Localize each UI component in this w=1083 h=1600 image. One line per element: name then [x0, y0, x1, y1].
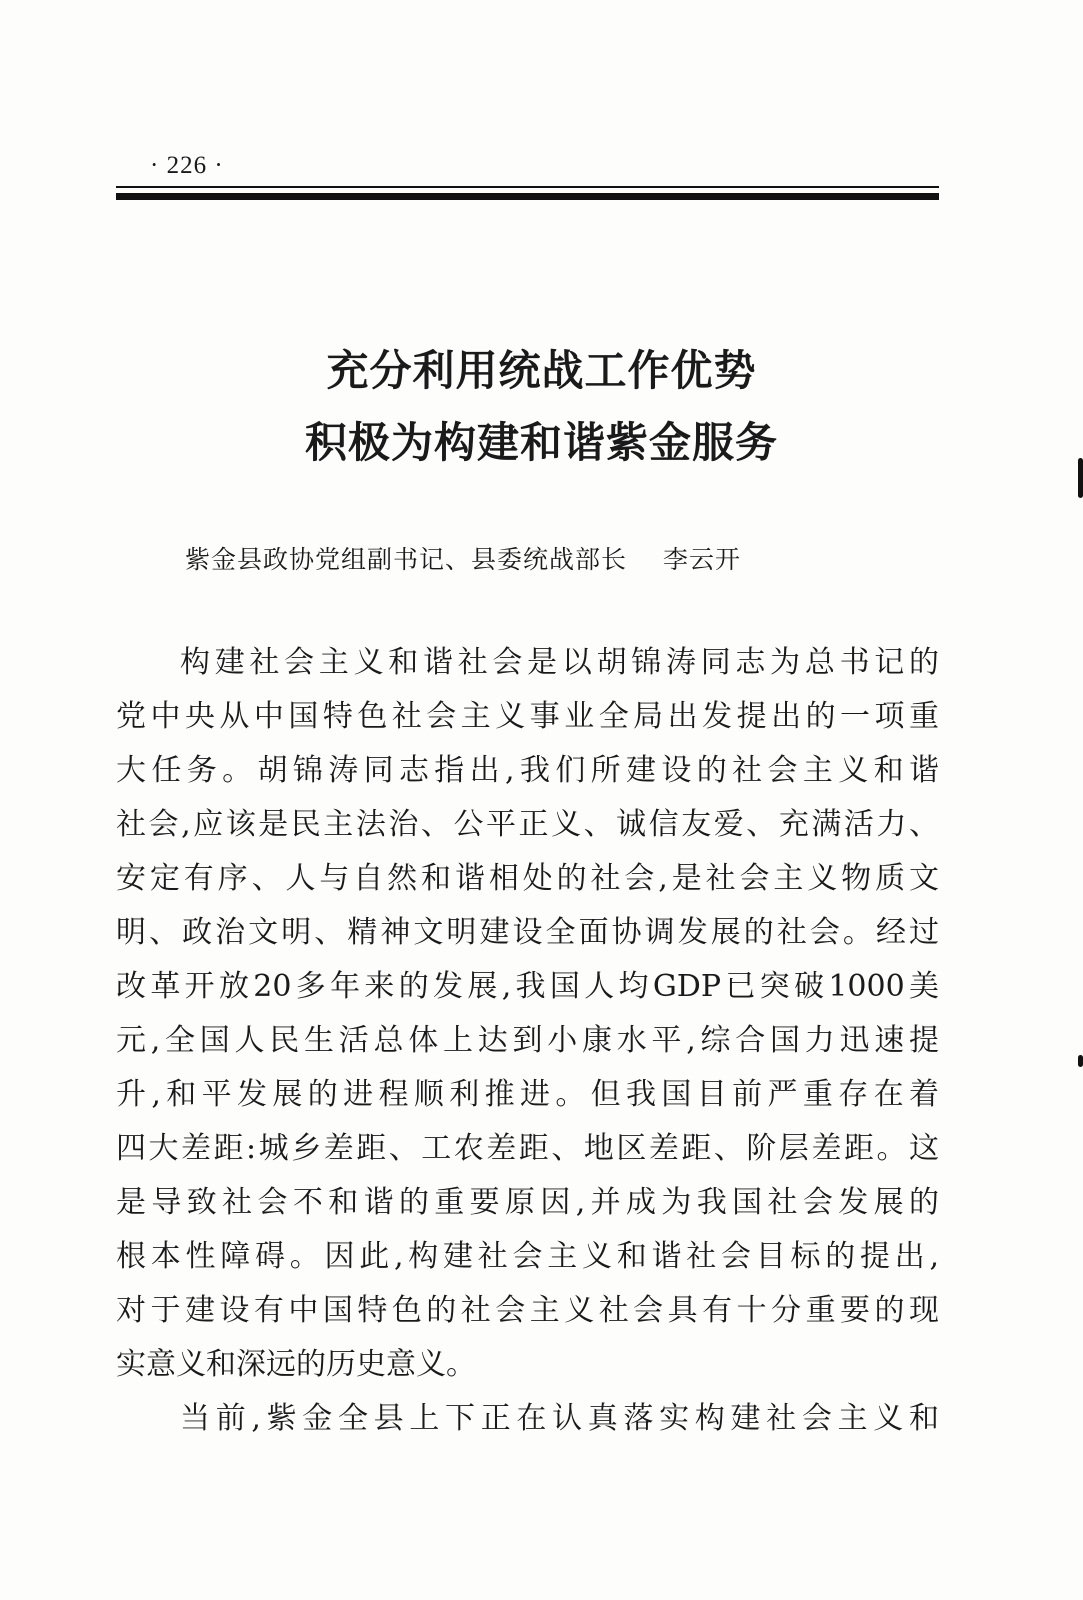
page-number: · 226 ·	[150, 152, 224, 179]
byline	[185, 540, 741, 576]
header-rule-thick	[116, 193, 939, 200]
author-name: 李云开	[663, 545, 742, 574]
article-title-line-2: 积极为构建和谐紫金服务	[304, 418, 778, 467]
body-line: 实意义和深远的历史意义。	[116, 1347, 476, 1382]
author-position: 紫金县政协党组副书记、县委统战部长	[185, 545, 628, 574]
body-line: 根本性障碍。因此,构建社会主义和谐社会目标的提出,	[116, 1239, 939, 1274]
body-line: 对于建设有中国特色的社会主义社会具有十分重要的现	[116, 1293, 939, 1328]
article-body	[116, 636, 939, 1446]
body-line: 社会,应该是民主法治、公平正义、诚信友爱、充满活力、	[116, 807, 939, 842]
body-line: 元,全国人民生活总体上达到小康水平,综合国力迅速提	[116, 1023, 939, 1058]
body-line: 党中央从中国特色社会主义事业全局出发提出的一项重	[116, 699, 939, 734]
body-line: 四大差距:城乡差距、工农差距、地区差距、阶层差距。这	[116, 1131, 939, 1166]
article-title-line-1: 充分利用统战工作优势	[326, 346, 757, 395]
body-line: 改革开放20多年来的发展,我国人均GDP已突破1000美	[116, 969, 939, 1004]
body-line: 构建社会主义和谐社会是以胡锦涛同志为总书记的	[180, 645, 939, 680]
header-rule-thin	[116, 186, 939, 188]
scan-margin-mark	[1078, 1055, 1083, 1067]
scan-margin-mark	[1078, 458, 1083, 498]
body-line: 是导致社会不和谐的重要原因,并成为我国社会发展的	[116, 1185, 939, 1220]
body-line: 大任务。胡锦涛同志指出,我们所建设的社会主义和谐	[116, 753, 939, 788]
body-line: 明、政治文明、精神文明建设全面协调发展的社会。经过	[116, 915, 939, 950]
body-line: 当前,紫金全县上下正在认真落实构建社会主义和	[180, 1401, 939, 1436]
body-line: 安定有序、人与自然和谐相处的社会,是社会主义物质文	[116, 861, 939, 896]
body-line: 升,和平发展的进程顺利推进。但我国目前严重存在着	[116, 1077, 939, 1112]
